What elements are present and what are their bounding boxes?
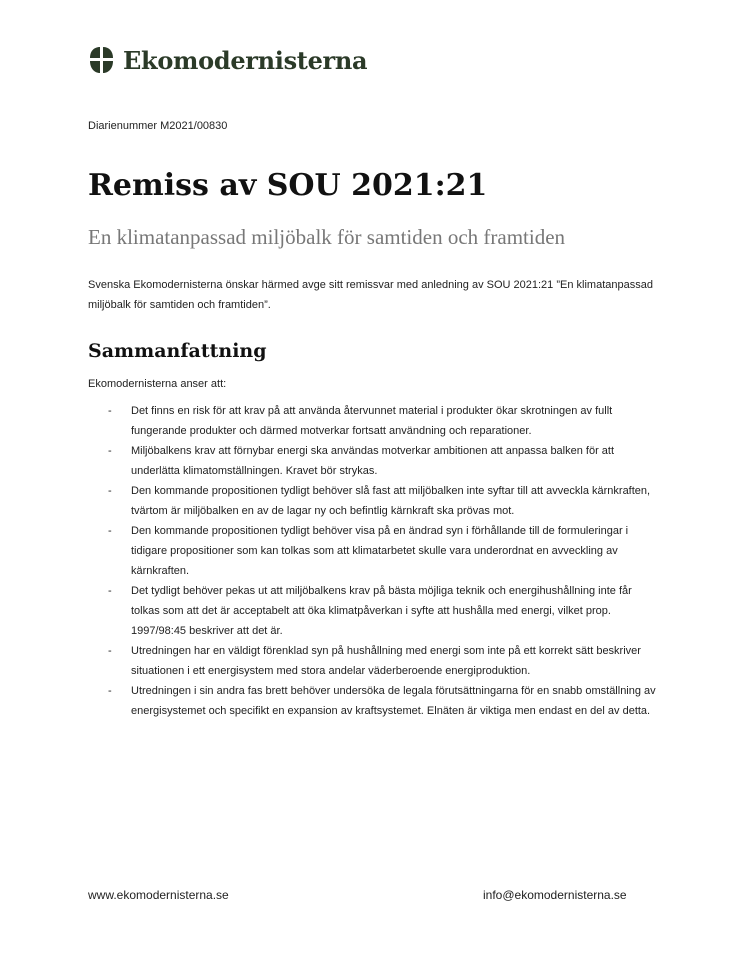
list-item [88,581,663,641]
section-heading: Sammanfattning [88,340,267,362]
page-title: Remiss av SOU 2021:21 [88,168,488,203]
list-item-text: Utredningen i sin andra fas brett behöver undersöka de legala förutsättningarna för en snabb omställning av energisystemet och specifikt en expansion av kraftsystemet. Elnäten är viktiga men endast en del av detta. [131,685,656,717]
summary-list [88,401,663,721]
bullet-marker: - [108,485,112,497]
logo [88,43,367,77]
bullet-marker: - [108,525,112,537]
diarienummer: Diarienummer M2021/00830 [88,120,228,132]
list-item [88,641,663,681]
footer-email-link[interactable]: info@ekomodernisterna.se [483,888,627,902]
bullet-marker: - [108,585,112,597]
list-item [88,521,663,581]
page-subtitle: En klimatanpassad miljöbalk för samtiden och framtiden [88,225,566,249]
list-item [88,441,663,481]
list-item [88,401,663,441]
list-item-text: Den kommande propositionen tydligt behöver slå fast att miljöbalken inte syftar till att avveckla kärnkraften, tvärtom är miljöbalken en av de lagar ny och befintlig kärnkraft ska prövas mot. [131,485,651,517]
lead-text: Ekomodernisterna anser att: [88,378,227,390]
list-item [88,481,663,521]
bullet-marker: - [108,405,112,417]
bullet-marker: - [108,685,112,697]
list-item-text: Den kommande propositionen tydligt behöver visa på en ändrad syn i förhållande till de formuleringar i tidigare propositioner som kan tolkas som att klimatarbetet skulle vara underordnat en avveckling av kärnkraften. [131,525,629,577]
bullet-marker: - [108,645,112,657]
list-item [88,681,663,721]
bullet-marker: - [108,445,112,457]
list-item-text: Det finns en risk för att krav på att använda återvunnet material i produkter ökar skrotningen av fullt fungerande produkter och därmed motverkar fortsatt användning och reparationer. [131,405,613,437]
leaf-logo-icon [88,45,115,75]
list-item-text: Miljöbalkens krav att förnybar energi ska användas motverkar ambitionen att anpassa balken för att underlätta klimatomställningen. Kravet bör strykas. [131,445,615,477]
footer-website-link[interactable]: www.ekomodernisterna.se [88,888,229,902]
list-item-text: Det tydligt behöver pekas ut att miljöbalkens krav på bästa möjliga teknik och energihushållning inte får tolkas som att det är acceptabelt att öka klimatpåverkan i syfte att hushålla med energi, vilket prop. 1997/98:45 beskriver att det är. [131,585,632,637]
list-item-text: Utredningen har en väldigt förenklad syn på hushållning med energi som inte på ett korrekt sätt beskriver situationen i ett energisystem med stora andelar väderberoende energiproduktion. [131,645,641,677]
logo-text: Ekomodernisterna [123,45,368,75]
intro-paragraph: Svenska Ekomodernisterna önskar härmed avge sitt remissvar med anledning av SOU 2021:21 ”En klimatanpassad miljöbalk för samtiden och framtiden”. [88,279,653,311]
